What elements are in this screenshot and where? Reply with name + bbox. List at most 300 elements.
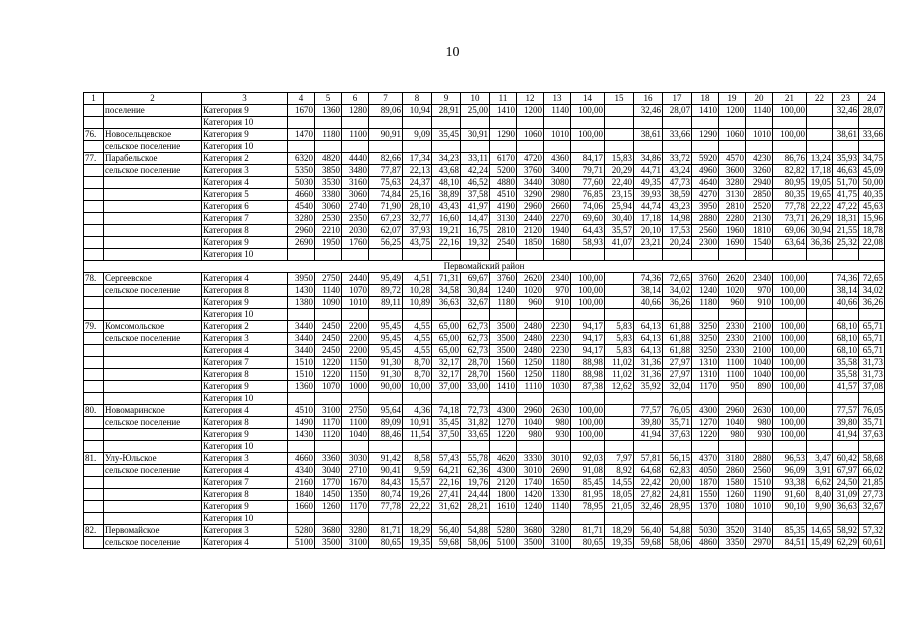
- value-cell: 3500: [315, 537, 342, 549]
- value-cell: 74,06: [571, 201, 605, 213]
- value-cell: [833, 117, 859, 129]
- value-cell: [403, 513, 432, 525]
- value-cell: 3100: [342, 537, 369, 549]
- value-cell: 890: [746, 381, 773, 393]
- value-cell: 5,83: [605, 345, 634, 357]
- value-cell: 74,36: [833, 273, 859, 285]
- value-cell: 2660: [544, 201, 571, 213]
- value-cell: 18,78: [859, 225, 885, 237]
- value-cell: 45,63: [859, 201, 885, 213]
- row-number-cell: 82.: [84, 525, 104, 537]
- value-cell: 3100: [315, 405, 342, 417]
- value-cell: 28,07: [859, 105, 885, 117]
- value-cell: 17,34: [403, 153, 432, 165]
- value-cell: [315, 441, 342, 453]
- value-cell: [544, 309, 571, 321]
- value-cell: 15,83: [605, 153, 634, 165]
- value-cell: 1220: [692, 429, 719, 441]
- value-cell: 32,17: [432, 369, 461, 381]
- value-cell: 1290: [490, 129, 517, 141]
- value-cell: [315, 141, 342, 153]
- value-cell: 2690: [544, 465, 571, 477]
- value-cell: [432, 393, 461, 405]
- value-cell: [544, 393, 571, 405]
- value-cell: 56,40: [432, 525, 461, 537]
- value-cell: 1270: [692, 417, 719, 429]
- table-row: [84, 249, 885, 261]
- value-cell: 74,36: [634, 273, 663, 285]
- value-cell: [369, 141, 403, 153]
- value-cell: [517, 393, 544, 405]
- value-cell: 24,81: [663, 489, 692, 501]
- value-cell: [342, 441, 369, 453]
- value-cell: 1430: [288, 285, 315, 297]
- value-cell: 100,00: [571, 273, 605, 285]
- value-cell: 3030: [342, 453, 369, 465]
- table-row: [84, 201, 885, 213]
- value-cell: [342, 393, 369, 405]
- row-number-cell: [84, 309, 104, 321]
- value-cell: 35,45: [432, 417, 461, 429]
- value-cell: [315, 393, 342, 405]
- value-cell: [461, 249, 490, 261]
- value-cell: [403, 249, 432, 261]
- value-cell: 15,96: [859, 213, 885, 225]
- value-cell: 1140: [315, 285, 342, 297]
- category-cell: Категория 6: [202, 201, 288, 213]
- value-cell: 38,14: [833, 285, 859, 297]
- value-cell: 86,76: [773, 153, 807, 165]
- column-number-cell: 10: [461, 93, 490, 105]
- value-cell: 64,43: [571, 225, 605, 237]
- value-cell: 38,89: [432, 189, 461, 201]
- value-cell: 3,91: [807, 465, 833, 477]
- value-cell: 1250: [517, 357, 544, 369]
- value-cell: 9,90: [807, 501, 833, 513]
- value-cell: 2750: [342, 405, 369, 417]
- value-cell: [663, 141, 692, 153]
- value-cell: 6,62: [807, 477, 833, 489]
- value-cell: [663, 441, 692, 453]
- value-cell: [746, 117, 773, 129]
- value-cell: 2160: [288, 477, 315, 489]
- value-cell: 41,57: [833, 381, 859, 393]
- value-cell: 12,62: [605, 381, 634, 393]
- value-cell: 35,58: [833, 357, 859, 369]
- value-cell: [719, 513, 746, 525]
- value-cell: 2520: [746, 201, 773, 213]
- value-cell: 34,58: [432, 285, 461, 297]
- value-cell: 1140: [544, 501, 571, 513]
- value-cell: [432, 513, 461, 525]
- value-cell: 28,21: [461, 501, 490, 513]
- value-cell: 22,22: [403, 501, 432, 513]
- table-row: [84, 153, 885, 165]
- value-cell: [807, 513, 833, 525]
- value-cell: 2980: [544, 189, 571, 201]
- value-cell: 38,59: [663, 189, 692, 201]
- value-cell: 5100: [288, 537, 315, 549]
- value-cell: 90,10: [773, 501, 807, 513]
- value-cell: 4440: [342, 153, 369, 165]
- value-cell: 95,45: [369, 333, 403, 345]
- value-cell: 3280: [342, 525, 369, 537]
- table-row: [84, 213, 885, 225]
- value-cell: [833, 441, 859, 453]
- value-cell: 100,00: [773, 321, 807, 333]
- value-cell: 34,75: [859, 153, 885, 165]
- value-cell: 2210: [315, 225, 342, 237]
- value-cell: 2280: [719, 213, 746, 225]
- value-cell: 5200: [490, 165, 517, 177]
- column-number-cell: 14: [571, 93, 605, 105]
- table-row: [84, 165, 885, 177]
- value-cell: 28,70: [461, 369, 490, 381]
- value-cell: [605, 393, 634, 405]
- value-cell: 970: [544, 285, 571, 297]
- value-cell: 22,13: [403, 165, 432, 177]
- value-cell: [859, 441, 885, 453]
- value-cell: 41,94: [833, 429, 859, 441]
- value-cell: 4880: [490, 177, 517, 189]
- category-cell: Категория 3: [202, 525, 288, 537]
- value-cell: 65,00: [432, 345, 461, 357]
- value-cell: [634, 513, 663, 525]
- value-cell: 1150: [342, 369, 369, 381]
- value-cell: 1070: [315, 381, 342, 393]
- value-cell: [544, 513, 571, 525]
- value-cell: 2960: [517, 405, 544, 417]
- value-cell: 31,82: [461, 417, 490, 429]
- category-cell: Категория 9: [202, 381, 288, 393]
- value-cell: 3060: [342, 189, 369, 201]
- settlement-name-cell: [104, 213, 202, 225]
- value-cell: 36,36: [807, 237, 833, 249]
- value-cell: 25,00: [461, 105, 490, 117]
- value-cell: 20,24: [663, 237, 692, 249]
- value-cell: 100,00: [571, 285, 605, 297]
- value-cell: [663, 393, 692, 405]
- value-cell: 14,55: [605, 477, 634, 489]
- value-cell: [544, 117, 571, 129]
- value-cell: 100,00: [773, 405, 807, 417]
- value-cell: 8,58: [403, 453, 432, 465]
- settlement-name-cell: [104, 357, 202, 369]
- value-cell: 35,71: [859, 417, 885, 429]
- value-cell: 19,21: [432, 225, 461, 237]
- value-cell: [342, 309, 369, 321]
- value-cell: 67,23: [369, 213, 403, 225]
- value-cell: 2530: [315, 213, 342, 225]
- value-cell: 64,13: [634, 321, 663, 333]
- category-cell: Категория 10: [202, 441, 288, 453]
- value-cell: 3130: [719, 189, 746, 201]
- value-cell: 45,09: [859, 165, 885, 177]
- value-cell: 73,71: [773, 213, 807, 225]
- value-cell: 60,61: [859, 537, 885, 549]
- value-cell: 1040: [746, 369, 773, 381]
- value-cell: [859, 393, 885, 405]
- value-cell: [461, 141, 490, 153]
- value-cell: 34,02: [663, 285, 692, 297]
- value-cell: 960: [719, 297, 746, 309]
- value-cell: 21,05: [605, 501, 634, 513]
- value-cell: [692, 117, 719, 129]
- value-cell: 1330: [544, 489, 571, 501]
- value-cell: 54,88: [663, 525, 692, 537]
- value-cell: 1680: [544, 237, 571, 249]
- value-cell: 1060: [517, 129, 544, 141]
- value-cell: 2230: [544, 345, 571, 357]
- column-number-cell: 5: [315, 93, 342, 105]
- value-cell: 65,71: [859, 333, 885, 345]
- value-cell: [605, 429, 634, 441]
- value-cell: 4860: [692, 537, 719, 549]
- value-cell: 23,15: [605, 189, 634, 201]
- value-cell: 4,51: [403, 273, 432, 285]
- value-cell: 80,95: [773, 177, 807, 189]
- value-cell: [634, 117, 663, 129]
- row-number-cell: [84, 333, 104, 345]
- value-cell: 95,45: [369, 321, 403, 333]
- value-cell: 100,00: [571, 405, 605, 417]
- value-cell: 81,95: [571, 489, 605, 501]
- value-cell: 100,00: [773, 285, 807, 297]
- value-cell: 41,94: [634, 429, 663, 441]
- value-cell: 64,68: [634, 465, 663, 477]
- row-number-cell: [84, 441, 104, 453]
- value-cell: 4720: [517, 153, 544, 165]
- table-row: [84, 513, 885, 525]
- value-cell: 77,57: [634, 405, 663, 417]
- category-cell: Категория 4: [202, 537, 288, 549]
- value-cell: 3680: [517, 525, 544, 537]
- value-cell: 36,63: [833, 501, 859, 513]
- value-cell: 68,10: [833, 345, 859, 357]
- value-cell: 3440: [288, 321, 315, 333]
- value-cell: 22,42: [634, 477, 663, 489]
- value-cell: 37,93: [403, 225, 432, 237]
- value-cell: 1060: [719, 129, 746, 141]
- value-cell: 3260: [746, 165, 773, 177]
- value-cell: 22,16: [432, 477, 461, 489]
- value-cell: 40,66: [634, 297, 663, 309]
- value-cell: 2130: [746, 213, 773, 225]
- table-row: [84, 273, 885, 285]
- value-cell: 6320: [288, 153, 315, 165]
- value-cell: 1510: [288, 369, 315, 381]
- value-cell: 5280: [490, 525, 517, 537]
- value-cell: 85,45: [571, 477, 605, 489]
- category-cell: Категория 10: [202, 117, 288, 129]
- column-number-cell: 12: [517, 93, 544, 105]
- table-row: [84, 141, 885, 153]
- value-cell: 100,00: [773, 333, 807, 345]
- value-cell: 68,10: [833, 321, 859, 333]
- value-cell: [807, 345, 833, 357]
- value-cell: [544, 441, 571, 453]
- value-cell: 19,32: [461, 237, 490, 249]
- value-cell: [403, 309, 432, 321]
- value-cell: 69,60: [571, 213, 605, 225]
- value-cell: 1100: [342, 417, 369, 429]
- value-cell: 3040: [315, 465, 342, 477]
- value-cell: [517, 117, 544, 129]
- value-cell: 10,28: [403, 285, 432, 297]
- value-cell: [369, 393, 403, 405]
- value-cell: 6170: [490, 153, 517, 165]
- value-cell: 84,17: [571, 153, 605, 165]
- value-cell: 2200: [342, 321, 369, 333]
- category-cell: Категория 8: [202, 225, 288, 237]
- value-cell: [369, 117, 403, 129]
- value-cell: 2450: [315, 321, 342, 333]
- value-cell: 38,14: [634, 285, 663, 297]
- value-cell: 17,53: [663, 225, 692, 237]
- value-cell: 1270: [490, 417, 517, 429]
- value-cell: 15,49: [807, 537, 833, 549]
- table-row: [84, 225, 885, 237]
- page-number: 10: [445, 45, 460, 60]
- value-cell: 1510: [746, 477, 773, 489]
- value-cell: [288, 513, 315, 525]
- value-cell: 95,45: [369, 345, 403, 357]
- table-row: [84, 117, 885, 129]
- value-cell: 10,94: [403, 105, 432, 117]
- value-cell: 31,73: [859, 357, 885, 369]
- value-cell: 3100: [544, 537, 571, 549]
- category-cell: Категория 4: [202, 273, 288, 285]
- value-cell: 100,00: [773, 273, 807, 285]
- row-number-cell: [84, 501, 104, 513]
- value-cell: 2740: [342, 201, 369, 213]
- value-cell: [773, 513, 807, 525]
- value-cell: 92,03: [571, 453, 605, 465]
- value-cell: [432, 117, 461, 129]
- column-number-cell: 13: [544, 93, 571, 105]
- value-cell: 14,65: [807, 525, 833, 537]
- value-cell: 19,76: [461, 477, 490, 489]
- value-cell: 2630: [544, 405, 571, 417]
- value-cell: 1040: [342, 429, 369, 441]
- value-cell: 9,59: [403, 465, 432, 477]
- value-cell: 4190: [490, 201, 517, 213]
- value-cell: 84,43: [369, 477, 403, 489]
- value-cell: 2480: [517, 345, 544, 357]
- value-cell: 100,00: [773, 381, 807, 393]
- value-cell: 2100: [746, 333, 773, 345]
- value-cell: [634, 309, 663, 321]
- column-number-cell: 3: [202, 93, 288, 105]
- value-cell: [288, 441, 315, 453]
- settlement-name-cell: сельское поселение: [104, 333, 202, 345]
- value-cell: 30,91: [461, 129, 490, 141]
- value-cell: 79,71: [571, 165, 605, 177]
- value-cell: 58,93: [571, 237, 605, 249]
- table-row: [84, 489, 885, 501]
- value-cell: 33,65: [461, 429, 490, 441]
- value-cell: 61,88: [663, 333, 692, 345]
- value-cell: 7,97: [605, 453, 634, 465]
- value-cell: [571, 309, 605, 321]
- value-cell: 1430: [288, 429, 315, 441]
- row-number-cell: [84, 489, 104, 501]
- column-number-cell: 17: [663, 93, 692, 105]
- value-cell: [403, 141, 432, 153]
- value-cell: [807, 297, 833, 309]
- column-number-cell: 7: [369, 93, 403, 105]
- value-cell: [663, 513, 692, 525]
- value-cell: 1010: [544, 129, 571, 141]
- value-cell: 35,57: [605, 225, 634, 237]
- settlement-name-cell: Улу-Юльское: [104, 453, 202, 465]
- row-number-cell: [84, 201, 104, 213]
- table-row: [84, 501, 885, 513]
- category-cell: Категория 7: [202, 213, 288, 225]
- value-cell: 1940: [544, 225, 571, 237]
- value-cell: [342, 513, 369, 525]
- value-cell: 91,30: [369, 357, 403, 369]
- settlement-name-cell: Новомаринское: [104, 405, 202, 417]
- value-cell: 1000: [342, 381, 369, 393]
- value-cell: 980: [544, 417, 571, 429]
- table-row: [84, 465, 885, 477]
- category-cell: Категория 10: [202, 393, 288, 405]
- value-cell: 3010: [517, 465, 544, 477]
- category-cell: Категория 9: [202, 237, 288, 249]
- value-cell: 87,38: [571, 381, 605, 393]
- data-table: [83, 92, 885, 549]
- value-cell: [773, 441, 807, 453]
- column-number-cell: 2: [104, 93, 202, 105]
- value-cell: [605, 105, 634, 117]
- value-cell: [746, 141, 773, 153]
- settlement-name-cell: [104, 177, 202, 189]
- value-cell: 41,07: [605, 237, 634, 249]
- value-cell: 1260: [315, 501, 342, 513]
- value-cell: 41,97: [461, 201, 490, 213]
- value-cell: [403, 441, 432, 453]
- column-number-cell: 8: [403, 93, 432, 105]
- row-number-cell: [84, 417, 104, 429]
- value-cell: 3280: [288, 213, 315, 225]
- value-cell: 19,05: [807, 177, 833, 189]
- value-cell: [605, 309, 634, 321]
- value-cell: 980: [719, 429, 746, 441]
- value-cell: [634, 441, 663, 453]
- value-cell: 2620: [517, 273, 544, 285]
- settlement-name-cell: [104, 489, 202, 501]
- value-cell: 2810: [719, 201, 746, 213]
- value-cell: 2200: [342, 345, 369, 357]
- value-cell: 2560: [692, 225, 719, 237]
- value-cell: 37,63: [859, 429, 885, 441]
- value-cell: [746, 249, 773, 261]
- value-cell: 5100: [490, 537, 517, 549]
- value-cell: 2270: [544, 213, 571, 225]
- value-cell: [605, 405, 634, 417]
- value-cell: 22,22: [807, 201, 833, 213]
- value-cell: 39,93: [634, 189, 663, 201]
- value-cell: 59,68: [634, 537, 663, 549]
- column-number-cell: 24: [859, 93, 885, 105]
- value-cell: 1260: [719, 489, 746, 501]
- value-cell: 16,75: [461, 225, 490, 237]
- value-cell: 1310: [692, 369, 719, 381]
- column-number-cell: 16: [634, 93, 663, 105]
- value-cell: 1100: [719, 357, 746, 369]
- value-cell: 74,84: [369, 189, 403, 201]
